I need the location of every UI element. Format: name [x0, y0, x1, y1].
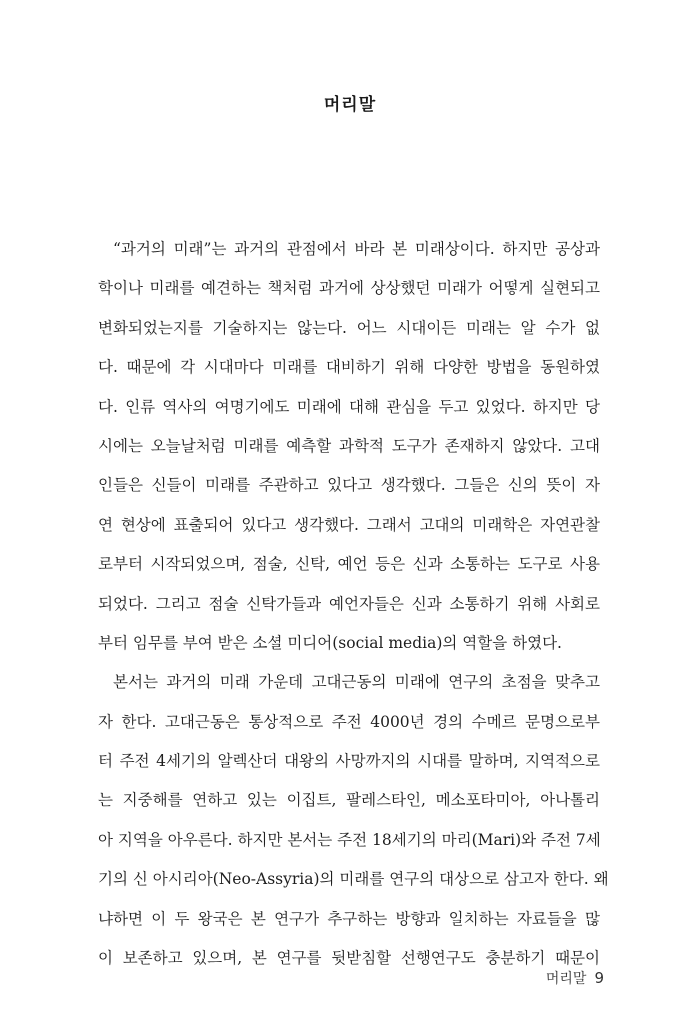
text-line: 냐하면 이 두 왕국은 본 연구가 추구하는 방향과 일치하는 자료들을 많	[98, 909, 600, 928]
body-text	[98, 230, 609, 978]
text-line: 기의 신 아시리아(Neo-Assyria)의 미래를 연구의 대상으로 삼고자 한다. 왜	[98, 870, 609, 889]
text-line: 자 한다. 고대근동은 통상적으로 주전 4000년 경의 수메르 문명으로부	[98, 712, 600, 731]
text-line: 연 현상에 표출되어 있다고 생각했다. 그래서 고대의 미래학은 자연관찰	[98, 515, 600, 534]
page-footer	[546, 968, 604, 988]
text-line: 아 지역을 아우른다. 하지만 본서는 주전 18세기의 마리(Mari)와 주전 7세	[98, 830, 601, 849]
page-title: 머리말	[323, 95, 377, 115]
text-line: 변화되었는지를 기술하지는 않는다. 어느 시대이든 미래는 알 수가 없	[98, 318, 600, 337]
running-head: 머리말	[545, 971, 587, 987]
text-line: 다. 때문에 각 시대마다 미래를 대비하기 위해 다양한 방법을 동원하였	[98, 358, 600, 377]
text-line: 되었다. 그리고 점술 신탁가들과 예언자들은 신과 소통하기 위해 사회로	[98, 594, 600, 613]
paragraph-2	[98, 663, 609, 978]
text-line: 로부터 시작되었으며, 점술, 신탁, 예언 등은 신과 소통하는 도구로 사용	[98, 555, 600, 574]
paragraph-1	[98, 230, 600, 663]
text-line: “과거의 미래”는 과거의 관점에서 바라 본 미래상이다. 하지만 공상과	[113, 240, 600, 258]
text-line: 부터 임무를 부여 받은 소셜 미디어(social media)의 역할을 하였다.	[98, 633, 562, 652]
text-line: 시에는 오늘날처럼 미래를 예측할 과학적 도구가 존재하지 않았다. 고대	[98, 436, 600, 455]
text-line: 다. 인류 역사의 여명기에도 미래에 대해 관심을 두고 있었다. 하지만 당	[98, 397, 600, 416]
text-line: 본서는 과거의 미래 가운데 고대근동의 미래에 연구의 초점을 맞추고	[113, 673, 600, 692]
text-line: 는 지중해를 연하고 있는 이집트, 팔레스타인, 메소포타미아, 아나톨리	[98, 791, 600, 810]
text-line: 터 주전 4세기의 알렉산더 대왕의 사망까지의 시대를 말하며, 지역적으로	[98, 752, 600, 771]
page-number: 9	[594, 969, 604, 987]
text-line: 이 보존하고 있으며, 본 연구를 뒷받침할 선행연구도 충분하기 때문이	[98, 949, 600, 968]
text-line: 학이나 미래를 예견하는 책처럼 과거에 상상했던 미래가 어떻게 실현되고	[98, 279, 600, 298]
text-line: 인들은 신들이 미래를 주관하고 있다고 생각했다. 그들은 신의 뜻이 자	[98, 476, 600, 495]
